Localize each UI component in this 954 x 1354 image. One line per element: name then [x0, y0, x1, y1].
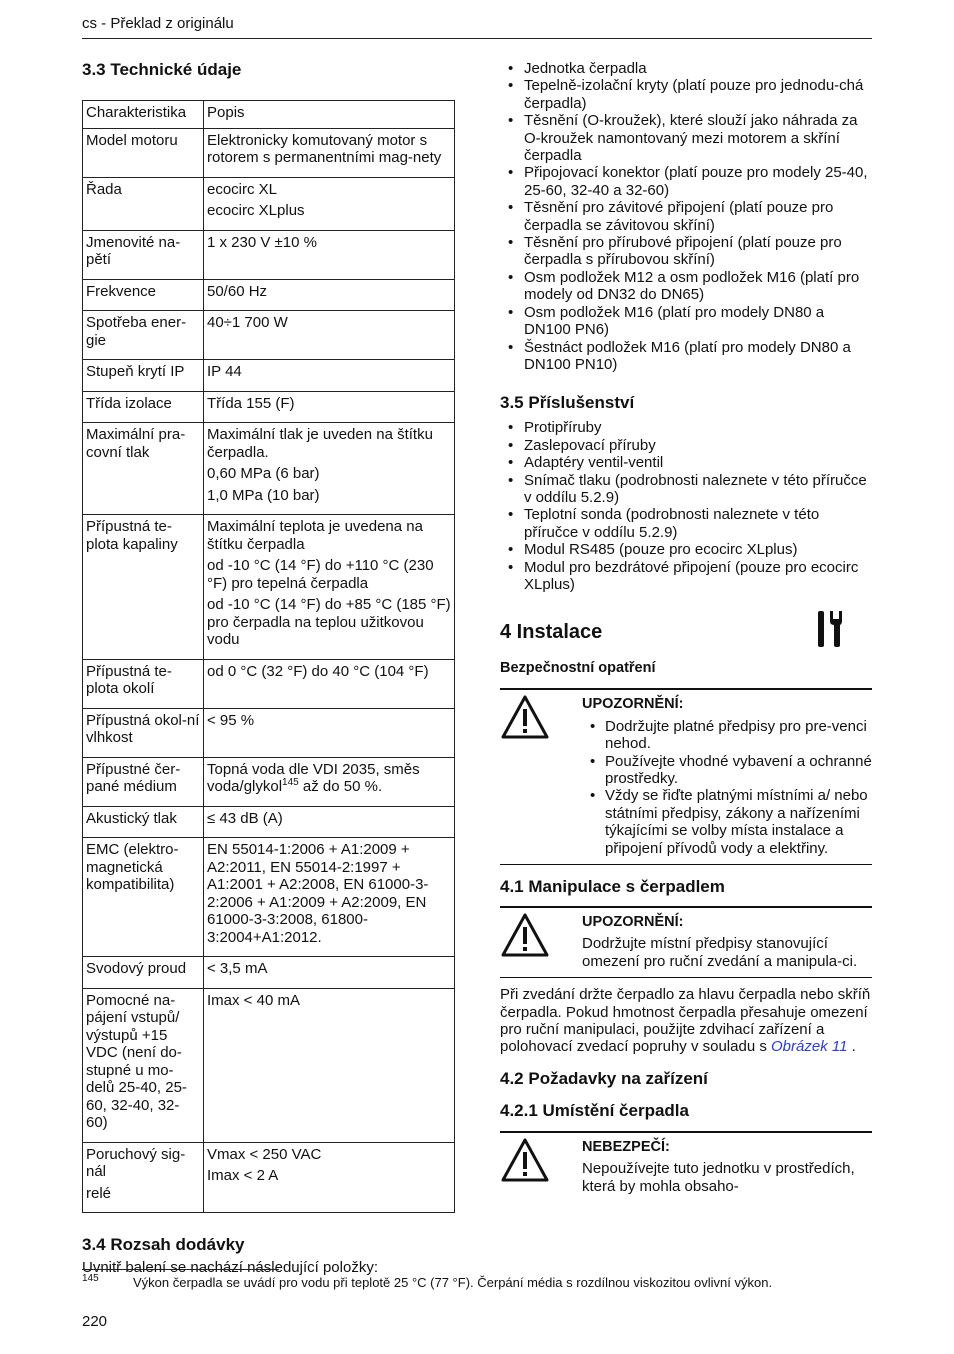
table-cell-description [204, 391, 455, 423]
list-item: • Vždy se řiďte platnými místními a/ nebo státními předpisy, zákony a nařízeními týkajícími se volby místa instalace a připojení přívodů vody a elektřiny. [582, 787, 872, 857]
table-cell-characteristic: Svodový proud [83, 957, 204, 989]
notice-box-handling [500, 906, 872, 978]
table-cell-description [204, 838, 455, 957]
list-item: • Teplotní sonda (podrobnosti naleznete v této příručce v oddílu 5.2.9) [500, 506, 872, 541]
table-row [83, 311, 455, 360]
cell-line: EN 55014-1:2006 + A1:2009 + A2:2011, EN 55014-2:1997 + A1:2001 + A2:2008, EN 61000-3-2:2006 + A1:2009 + A2:2009, EN 61000-3-3:2008, 61800-3:2004+A1:2012. [207, 841, 429, 946]
header-text: cs - Překlad z originálu [82, 15, 234, 32]
list-item: • Těsnění (O-kroužek), které slouží jako náhrada za O-kroužek namontovaný mezi motorem a skříní čerpadla [500, 112, 872, 164]
table-cell-description [204, 279, 455, 311]
table-cell-characteristic: Model motoru [83, 128, 204, 177]
list-item: • Připojovací konektor (platí pouze pro modely 25-40, 25-60, 32-40 a 32-60) [500, 164, 872, 199]
table-cell-characteristic [83, 1142, 204, 1213]
table-row [83, 177, 455, 230]
table-row [83, 708, 455, 757]
table-row [83, 988, 455, 1142]
section-4-2-title: 4.2 Požadavky na zařízení [500, 1068, 708, 1088]
section-3-4-intro: Uvnitř balení se nachází následující položky: [82, 1259, 378, 1276]
cell-line: od 0 °C (32 °F) do 40 °C (104 °F) [207, 662, 429, 680]
table-row [83, 423, 455, 515]
table-cell-characteristic: Stupeň krytí IP [83, 360, 204, 392]
table-cell-characteristic: Přípustná te-plota okolí [83, 659, 204, 708]
footnote-separator [82, 1269, 279, 1270]
cell-line: od -10 °C (14 °F) do +110 °C (230 °F) pro tepelná čerpadla [207, 557, 434, 592]
notice-text: Nepoužívejte tuto jednotku v prostředích, která by mohla obsaho- [582, 1160, 855, 1195]
cell-line: 50/60 Hz [207, 282, 268, 300]
cell-text: Topná voda dle VDI 2035, směs voda/glykol [207, 760, 420, 795]
cell-line: od -10 °C (14 °F) do +85 °C (185 °F) pro čerpadla na teplou užitkovou vodu [207, 596, 451, 648]
cell-line: ecocirc XL [207, 180, 278, 198]
section-4-2-1-title: 4.2.1 Umístění čerpadla [500, 1100, 689, 1120]
table-header-row [83, 101, 455, 129]
notice-box-general [500, 688, 872, 865]
table-cell-characteristic: EMC (elektro-magnetická kompatibilita) [83, 838, 204, 957]
table-cell-description [204, 1142, 455, 1213]
table-cell-characteristic: Třída izolace [83, 391, 204, 423]
table-cell-characteristic: Přípustná te-plota kapaliny [83, 515, 204, 660]
list-item: • Protipříruby [500, 419, 872, 436]
list-item: • Snímač tlaku (podrobnosti naleznete v této příručce v oddílu 5.2.9) [500, 472, 872, 507]
chapter-4-heading-row [500, 611, 872, 644]
warning-triangle-icon [500, 912, 550, 963]
list-item: • Zaslepovací příruby [500, 437, 872, 454]
table-row [83, 230, 455, 279]
cell-line: < 95 % [207, 711, 255, 729]
table-cell-description [204, 957, 455, 989]
table-header-cell: Charakteristika [83, 101, 204, 129]
table-cell-description [204, 806, 455, 838]
cell-line: Imax < 40 mA [207, 991, 300, 1009]
table-row [83, 659, 455, 708]
notice-label: UPOZORNĚNÍ: [582, 914, 684, 931]
left-column [82, 58, 455, 1276]
cell-line: 0,60 MPa (6 bar) [207, 465, 320, 482]
footnote-text: Výkon čerpadla se uvádí pro vodu při teplotě 25 °C (77 °F). Čerpání média s rozdílnou viskozitou ovlivní výkon. [133, 1275, 773, 1290]
right-column [500, 58, 872, 1202]
cell-line [207, 761, 451, 796]
list-item: • Modul RS485 (pouze pro ecocirc XLplus) [500, 541, 872, 558]
handling-paragraph [500, 986, 872, 1056]
cell-line: ecocirc XLplus [207, 202, 305, 219]
accessories-list [500, 419, 872, 593]
cell-line: Imax < 2 A [207, 1167, 279, 1184]
notice-body [582, 1133, 872, 1202]
warning-triangle-icon [500, 1137, 550, 1188]
cell-line: 40÷1 700 W [207, 314, 288, 331]
notice-body [582, 690, 872, 864]
table-cell-characteristic: Pomocné na-pájení vstupů/ výstupů +15 VDC (není do-stupné u mo-delů 25-40, 25-60, 32-40, 32-60) [83, 988, 204, 1142]
table-row [83, 838, 455, 957]
notice-label: UPOZORNĚNÍ: [582, 696, 684, 713]
section-4-1-title: 4.1 Manipulace s čerpadlem [500, 877, 725, 897]
cell-line: Maximální teplota je uvedena na štítku čerpadla [207, 518, 423, 553]
list-item: • Modul pro bezdrátové připojení (pouze pro ecocirc XLplus) [500, 559, 872, 594]
cell-line: 1 x 230 V ±10 % [207, 233, 317, 251]
notice-body [582, 908, 872, 977]
table-cell-characteristic: Akustický tlak [83, 806, 204, 838]
table-row [83, 806, 455, 838]
page-header [82, 14, 872, 39]
table-cell-description [204, 230, 455, 279]
list-item: • Používejte vhodné vybavení a ochranné prostředky. [582, 753, 872, 788]
table-row [83, 957, 455, 989]
page-number: 220 [82, 1313, 108, 1330]
table-cell-description [204, 659, 455, 708]
chapter-4-title: 4 Instalace [500, 621, 603, 644]
section-3-4-title: 3.4 Rozsah dodávky [82, 1235, 245, 1254]
handling-text: Při zvedání držte čerpadlo za hlavu čerpadla nebo skříň čerpadla. Pokud hmotnost čerpadla přesahuje omezení pro ruční manipulaci, použijte zdvihací zařízení a polohovací zvedací popruhy v souladu s [500, 986, 871, 1056]
table-row [83, 128, 455, 177]
footnote-number: 145 [82, 1273, 99, 1284]
list-item: • Osm podložek M12 a osm podložek M16 (platí pro modely od DN32 do DN65) [500, 269, 872, 304]
list-item: • Osm podložek M16 (platí pro modely DN80 a DN100 PN6) [500, 304, 872, 339]
table-row [83, 360, 455, 392]
table-cell-characteristic: Maximální pra-covní tlak [83, 423, 204, 515]
table-cell-description [204, 423, 455, 515]
delivery-items-list [500, 60, 872, 373]
table-cell-characteristic: Jmenovité na-pětí [83, 230, 204, 279]
table-cell-description [204, 988, 455, 1142]
tools-icon [816, 611, 842, 652]
list-item: • Tepelně-izolační kryty (platí pouze pro jednodu-chá čerpadla) [500, 77, 872, 112]
list-item: • Těsnění pro přírubové připojení (platí pouze pro čerpadla s přírubovou skříní) [500, 234, 872, 269]
table-cell-characteristic: Frekvence [83, 279, 204, 311]
notice-text: Dodržujte místní předpisy stanovující omezení pro ruční zvedání a manipula-ci. [582, 935, 858, 970]
handling-text-end: . [847, 1038, 856, 1056]
figure-11-link[interactable]: Obrázek 11 [771, 1038, 848, 1056]
table-cell-characteristic: Řada [83, 177, 204, 230]
warning-triangle-icon [500, 694, 550, 745]
list-item: • Šestnáct podložek M16 (platí pro modely DN80 a DN100 PN10) [500, 339, 872, 374]
cell-line: < 3,5 mA [207, 960, 268, 977]
table-cell-description [204, 177, 455, 230]
section-3-5-title: 3.5 Příslušenství [500, 393, 635, 413]
table-row [83, 1142, 455, 1213]
table-cell-description [204, 311, 455, 360]
table-cell-description [204, 360, 455, 392]
cell-line: IP 44 [207, 363, 242, 380]
cell-line: 1,0 MPa (10 bar) [207, 486, 320, 504]
table-cell-characteristic: Spotřeba ener-gie [83, 311, 204, 360]
notice-label: NEBEZPEČÍ: [582, 1138, 670, 1155]
cell-line: Elektronicky komutovaný motor s rotorem s permanentními mag-nety [207, 131, 442, 166]
cell-line: ≤ 43 dB (A) [207, 809, 283, 827]
table-cell-description [204, 757, 455, 806]
cell-text: až do 50 %. [298, 778, 383, 795]
cell-line: Třída 155 (F) [207, 394, 295, 412]
footnote-ref[interactable]: 145 [282, 777, 299, 788]
table-body [83, 128, 455, 1213]
safety-measures-title: Bezpečnostní opatření [500, 660, 656, 677]
table-row [83, 515, 455, 660]
table-cell-characteristic: Přípustné čer-pané médium [83, 757, 204, 806]
section-3-3-title: 3.3 Technické údaje [82, 60, 242, 79]
notice-box-danger [500, 1131, 872, 1202]
list-item: • Těsnění pro závitové připojení (platí pouze pro čerpadla se závitovou skříní) [500, 199, 872, 234]
cell-line: relé [86, 1184, 112, 1202]
list-item: • Jednotka čerpadla [500, 60, 872, 77]
technical-data-table [82, 100, 455, 1213]
table-cell-description [204, 128, 455, 177]
table-cell-description [204, 708, 455, 757]
table-row [83, 279, 455, 311]
table-cell-description [204, 515, 455, 660]
notice-list [582, 718, 872, 857]
cell-line: Maximální tlak je uveden na štítku čerpadla. [207, 426, 433, 461]
table-row [83, 391, 455, 423]
table-cell-characteristic: Přípustná okol-ní vlhkost [83, 708, 204, 757]
list-item: • Dodržujte platné předpisy pro pre-venci nehod. [582, 718, 872, 753]
table-header-cell: Popis [204, 101, 455, 129]
cell-line: Poruchový sig-nál [86, 1145, 186, 1180]
cell-line: Vmax < 250 VAC [207, 1145, 322, 1163]
list-item: • Adaptéry ventil-ventil [500, 454, 872, 471]
table-row [83, 757, 455, 806]
